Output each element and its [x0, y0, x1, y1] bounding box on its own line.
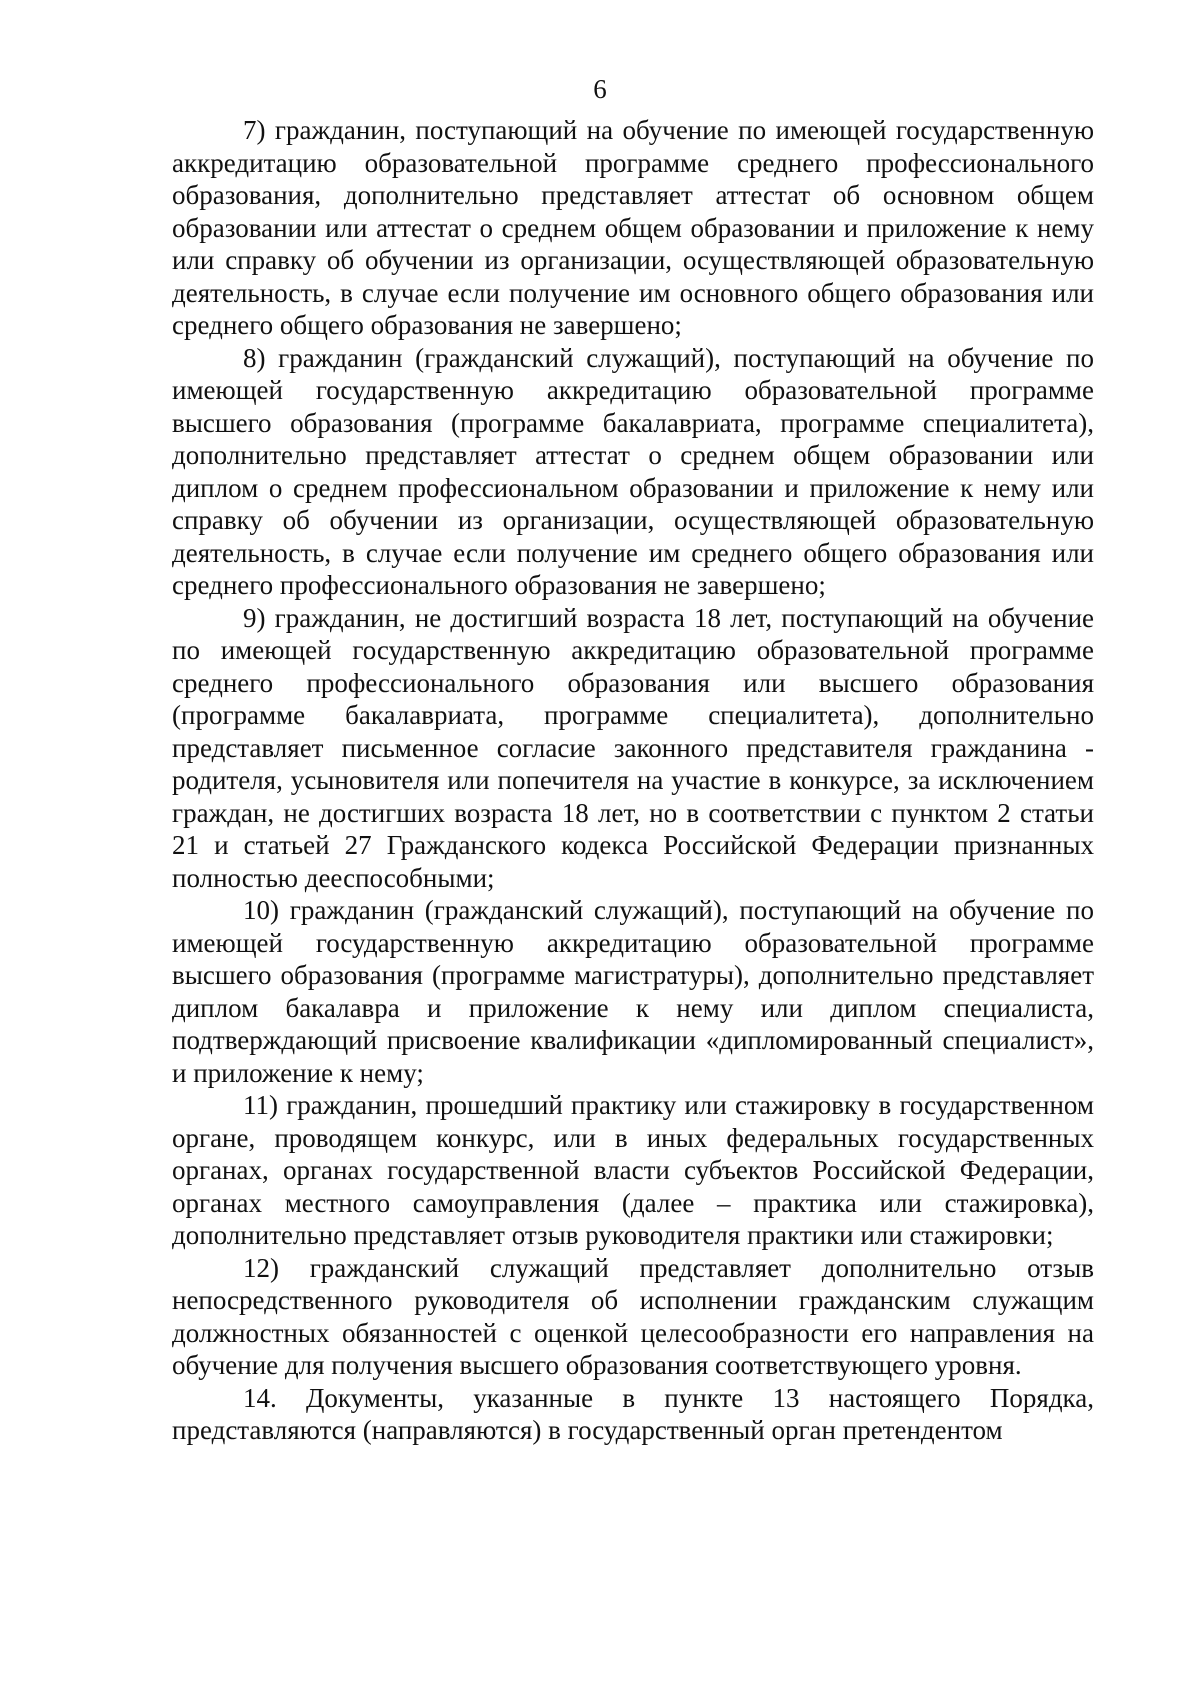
paragraph-clause-14: 14. Документы, указанные в пункте 13 настоящего Порядка, представляются (направляются) в государственный орган претендентом: [172, 1382, 1094, 1445]
paragraph-item-7: 7) гражданин, поступающий на обучение по имеющей государственную аккредитацию образовательной программе среднего профессионального образования, дополнительно представляет аттестат об основном общем образовании или аттестат о среднем общем образовании и приложение к нему или справку об обучении из организации, осуществляющей образовательную деятельность, в случае если получение им основного общего образования или среднего общего образования не завершено;: [172, 115, 1094, 340]
paragraph-item-10: 10) гражданин (гражданский служащий), поступающий на обучение по имеющей государственную аккредитацию образовательной программе высшего образования (программе магистратуры), дополнительно представляет диплом бакалавра и приложение к нему или диплом специалиста, подтверждающий присвоение квалификации «дипломированный специалист», и приложение к нему;: [172, 895, 1094, 1088]
paragraph-item-9: 9) гражданин, не достигший возраста 18 лет, поступающий на обучение по имеющей государственную аккредитацию образовательной программе среднего профессионального образования или высшего образования (программе бакалавриата, программе специалитета), дополнительно представляет письменное согласие законного представителя гражданина - родителя, усыновителя или попечителя на участие в конкурсе, за исключением граждан, не достигших возраста 18 лет, но в соответствии с пунктом 2 статьи 21 и статьей 27 Гражданского кодекса Российской Федерации признанных полностью дееспособными;: [172, 602, 1094, 893]
paragraph-item-8: 8) гражданин (гражданский служащий), поступающий на обучение по имеющей государственную аккредитацию образовательной программе высшего образования (программе бакалавриата, программе специалитета), дополнительно представляет аттестат о среднем общем образовании или диплом о среднем профессиональном образовании и приложение к нему или справку об обучении из организации, осуществляющей образовательную деятельность, в случае если получение им среднего общего образования или среднего профессионального образования не завершено;: [172, 342, 1094, 600]
page-number: 6: [593, 74, 607, 104]
document-body: [172, 114, 1094, 1447]
paragraph-item-12: 12) гражданский служащий представляет дополнительно отзыв непосредственного руководителя об исполнении гражданским служащим должностных обязанностей с оценкой целесообразности его направления на обучение для получения высшего образования соответствующего уровня.: [172, 1252, 1094, 1380]
paragraph-item-11: 11) гражданин, прошедший практику или стажировку в государственном органе, проводящем конкурс, или в иных федеральных государственных органах, органах государственной власти субъектов Российской Федерации, органах местного самоуправления (далее – практика или стажировка), дополнительно представляет отзыв руководителя практики или стажировки;: [172, 1090, 1094, 1250]
